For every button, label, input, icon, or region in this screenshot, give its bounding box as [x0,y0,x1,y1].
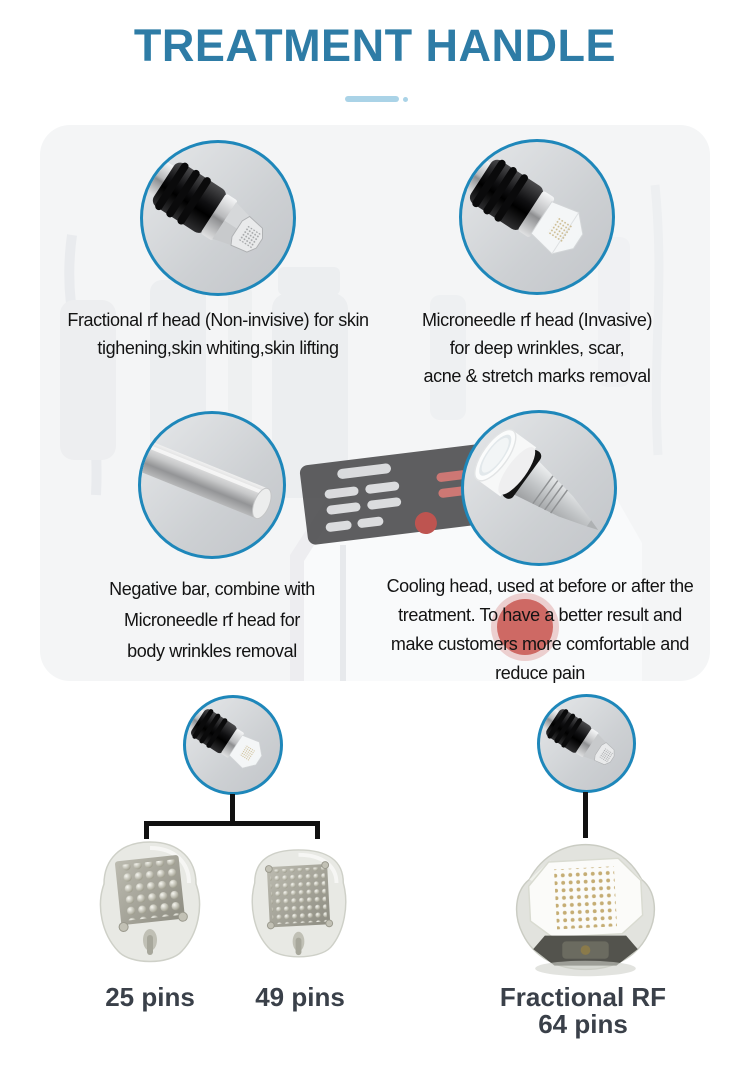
negative-bar-description [32,574,392,667]
cartridge-49-pins-image [243,842,355,964]
title-divider-line [345,96,399,102]
label-fractional-rf-64-pins [493,984,673,1038]
description-line: for deep wrinkles, scar, [449,338,625,358]
description-line: acne & stretch marks removal [423,366,651,386]
microneedle-tip-image [186,698,280,792]
fractional-tip-image [540,697,633,790]
label-49-pins: 49 pins [255,982,345,1012]
microneedle-tip-photo-small [183,695,283,795]
label-line: 64 pins [538,1009,628,1039]
cartridge-25-pins-image [90,836,210,972]
label-line: Fractional RF [499,982,667,1012]
negative-bar-photo [138,411,286,559]
description-line: Cooling head, used at before or after the [386,576,694,596]
negative-bar-image [141,414,283,556]
fractional-tip-photo-small [537,694,636,793]
fractional-rf-head-image [143,143,293,293]
label-25-pins: 25 pins [105,982,195,1012]
description-line: reduce pain [495,663,585,683]
title-divider-dot [403,97,408,102]
description-line: Microneedle rf head for [124,610,300,630]
description-line: treatment. To have a better result and [398,605,682,625]
cooling-head-image [464,413,614,563]
microneedle-rf-head-image [462,142,612,292]
fractional-rf-head-photo [140,140,296,296]
microneedle-rf-head-description [357,306,717,390]
description-line: Fractional rf head (Non-invisive) for skin [67,310,369,330]
microneedle-rf-head-photo [459,139,615,295]
description-line: Microneedle rf head (Invasive) [421,310,653,330]
cooling-head-description [360,572,720,688]
description-line: body wrinkles removal [127,641,297,661]
description-line: Negative bar, combine with [109,579,315,599]
page-title: TREATMENT HANDLE [133,20,617,71]
connector-vertical-right [583,792,588,838]
description-line: make customers more comfortable and [390,634,690,654]
connector-stub-49pins [315,821,320,839]
cartridge-64-pins-image [500,833,670,983]
cooling-head-photo [461,410,617,566]
connector-horizontal [144,821,320,826]
connector-vertical-left [230,794,235,824]
fractional-rf-head-description [38,306,398,362]
description-line: tighening,skin whiting,skin lifting [97,338,339,358]
